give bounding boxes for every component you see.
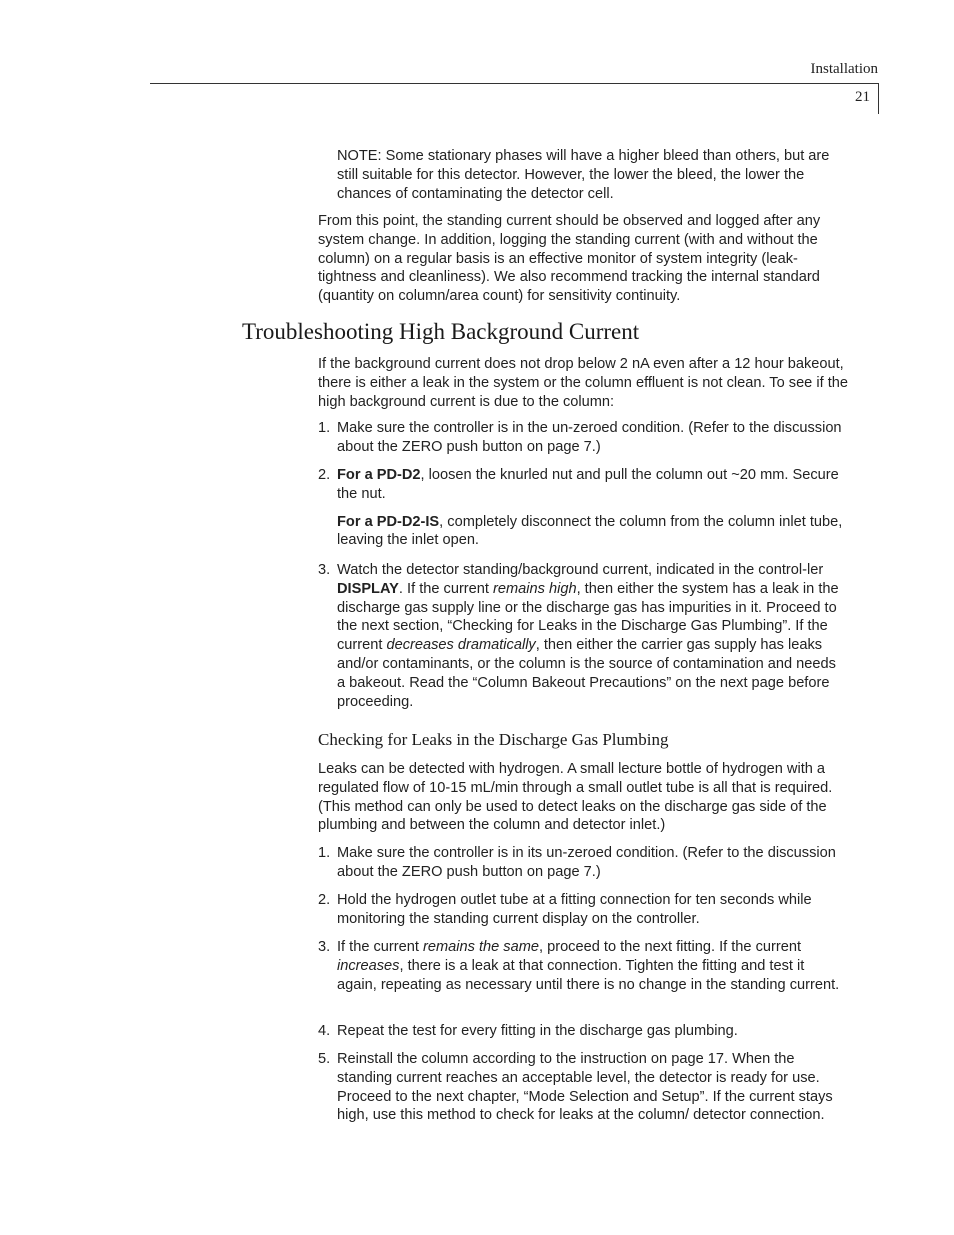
list-text-part: . If the current <box>398 580 494 597</box>
list-text: Reinstall the column according to the instruction on page 17. When the standing current reaches an acceptable level, the detector is ready for use. Proceed to the next chapter, “Mode Selection and Setup”. If the current stays high, use this method to check for leaks at the column/ detector connection. <box>337 1051 833 1124</box>
list-number: 2. <box>318 467 331 483</box>
italic-remains-same: remains the same <box>422 939 539 955</box>
page-number: 21 <box>855 89 870 105</box>
list-text-part: Watch the detector standing/background current, indicated in the control-ler <box>337 562 824 578</box>
list-item <box>318 466 848 550</box>
list-text: Make sure the controller is in the un-zeroed condition. (Refer to the discussion about the ZERO push button on page 7.) <box>337 420 842 455</box>
header-rule <box>150 83 879 84</box>
page-number-rule <box>878 83 879 114</box>
italic-increases: increases <box>337 957 400 974</box>
troubleshooting-intro: If the background current does not drop below 2 nA even after a 12 hour bakeout, there is either a leak in the system or the column effluent is not clean. To see if the high background current is due to the column: <box>318 356 848 410</box>
italic-decreases: decreases dramatically <box>386 637 536 654</box>
list-text-part: , then either the carrier gas supply has leaks and/or contaminants, or the column is the source of contamination and needs a bakeout. Read the “Column Bakeout Precautions” on the next page before proceeding. <box>337 637 836 710</box>
list-item <box>318 561 848 711</box>
standing-current-paragraph: From this point, the standing current should be observed and logged after any system change. In addition, logging the standing current (with and without the column) on a regular basis is an effective monitor of system integrity (leak-tightness and cleanliness). We also recommend tracking the internal standard (quantity on column/area count) for sensitivity continuity. <box>318 213 821 305</box>
list-text-part: If the current <box>337 939 423 955</box>
list-item <box>318 1022 848 1041</box>
list-text <box>337 938 848 994</box>
list-item <box>318 891 848 929</box>
list-item <box>318 844 848 882</box>
list-number: 5. <box>318 1051 331 1067</box>
list-text: Make sure the controller is in its un-zeroed condition. (Refer to the discussion about the ZERO push button on page 7.) <box>337 845 836 880</box>
list-text <box>337 561 848 711</box>
list-number: 1. <box>318 845 331 861</box>
list-item <box>318 419 848 457</box>
list-number: 4. <box>318 1023 331 1039</box>
list-number: 3. <box>318 939 331 955</box>
list-text-part: , then either the system has a leak in the discharge gas supply line or the discharge gas has impurities in it. Proceed to the next section, “Checking for Leaks in the Discharge Gas Plumbing”. If the current <box>337 580 839 654</box>
list-item <box>318 1050 848 1125</box>
list-number: 3. <box>318 562 331 578</box>
list-number: 1. <box>318 420 331 436</box>
list-text <box>337 466 848 504</box>
list-item <box>318 938 848 994</box>
section-heading-troubleshooting: Troubleshooting High Background Current <box>242 319 640 344</box>
italic-remains-high: remains high <box>493 580 577 597</box>
list-text: Hold the hydrogen outlet tube at a fitting connection for ten seconds while monitoring the standing current display on the controller. <box>337 892 812 927</box>
bold-model-pd-d2-is: For a PD-D2-IS <box>337 513 440 530</box>
list-text-part: , completely disconnect the column from the column inlet tube, leaving the inlet open. <box>337 513 843 549</box>
note-paragraph: NOTE: Some stationary phases will have a higher bleed than others, but are still suitable for this detector. However, the lower the bleed, the lower the chances of contaminating the detector cell. <box>337 148 830 202</box>
list-text-part: , proceed to the next fitting. If the current <box>538 939 802 955</box>
section-name: Installation <box>810 61 878 77</box>
list-text-part: , there is a leak at that connection. Tighten the fitting and test it again, repeating as necessary until there is no change in the standing current. <box>337 957 840 993</box>
bold-model-pd-d2: For a PD-D2 <box>337 467 421 483</box>
list-subparagraph <box>337 513 848 551</box>
list-number: 2. <box>318 892 331 908</box>
leaks-intro: Leaks can be detected with hydrogen. A small lecture bottle of hydrogen with a regulated flow of 10-15 mL/min through a small outlet tube is all that is required. (This method can only be used to detect leaks on the discharge gas side of the plumbing and between the column and detector inlet.) <box>318 761 833 834</box>
list-text: Repeat the test for every fitting in the discharge gas plumbing. <box>337 1023 738 1039</box>
subsection-heading-leaks: Checking for Leaks in the Discharge Gas Plumbing <box>318 730 669 749</box>
bold-display: DISPLAY <box>337 580 399 597</box>
list-text-part: , loosen the knurled nut and pull the column out ~20 mm. Secure the nut. <box>337 467 839 502</box>
